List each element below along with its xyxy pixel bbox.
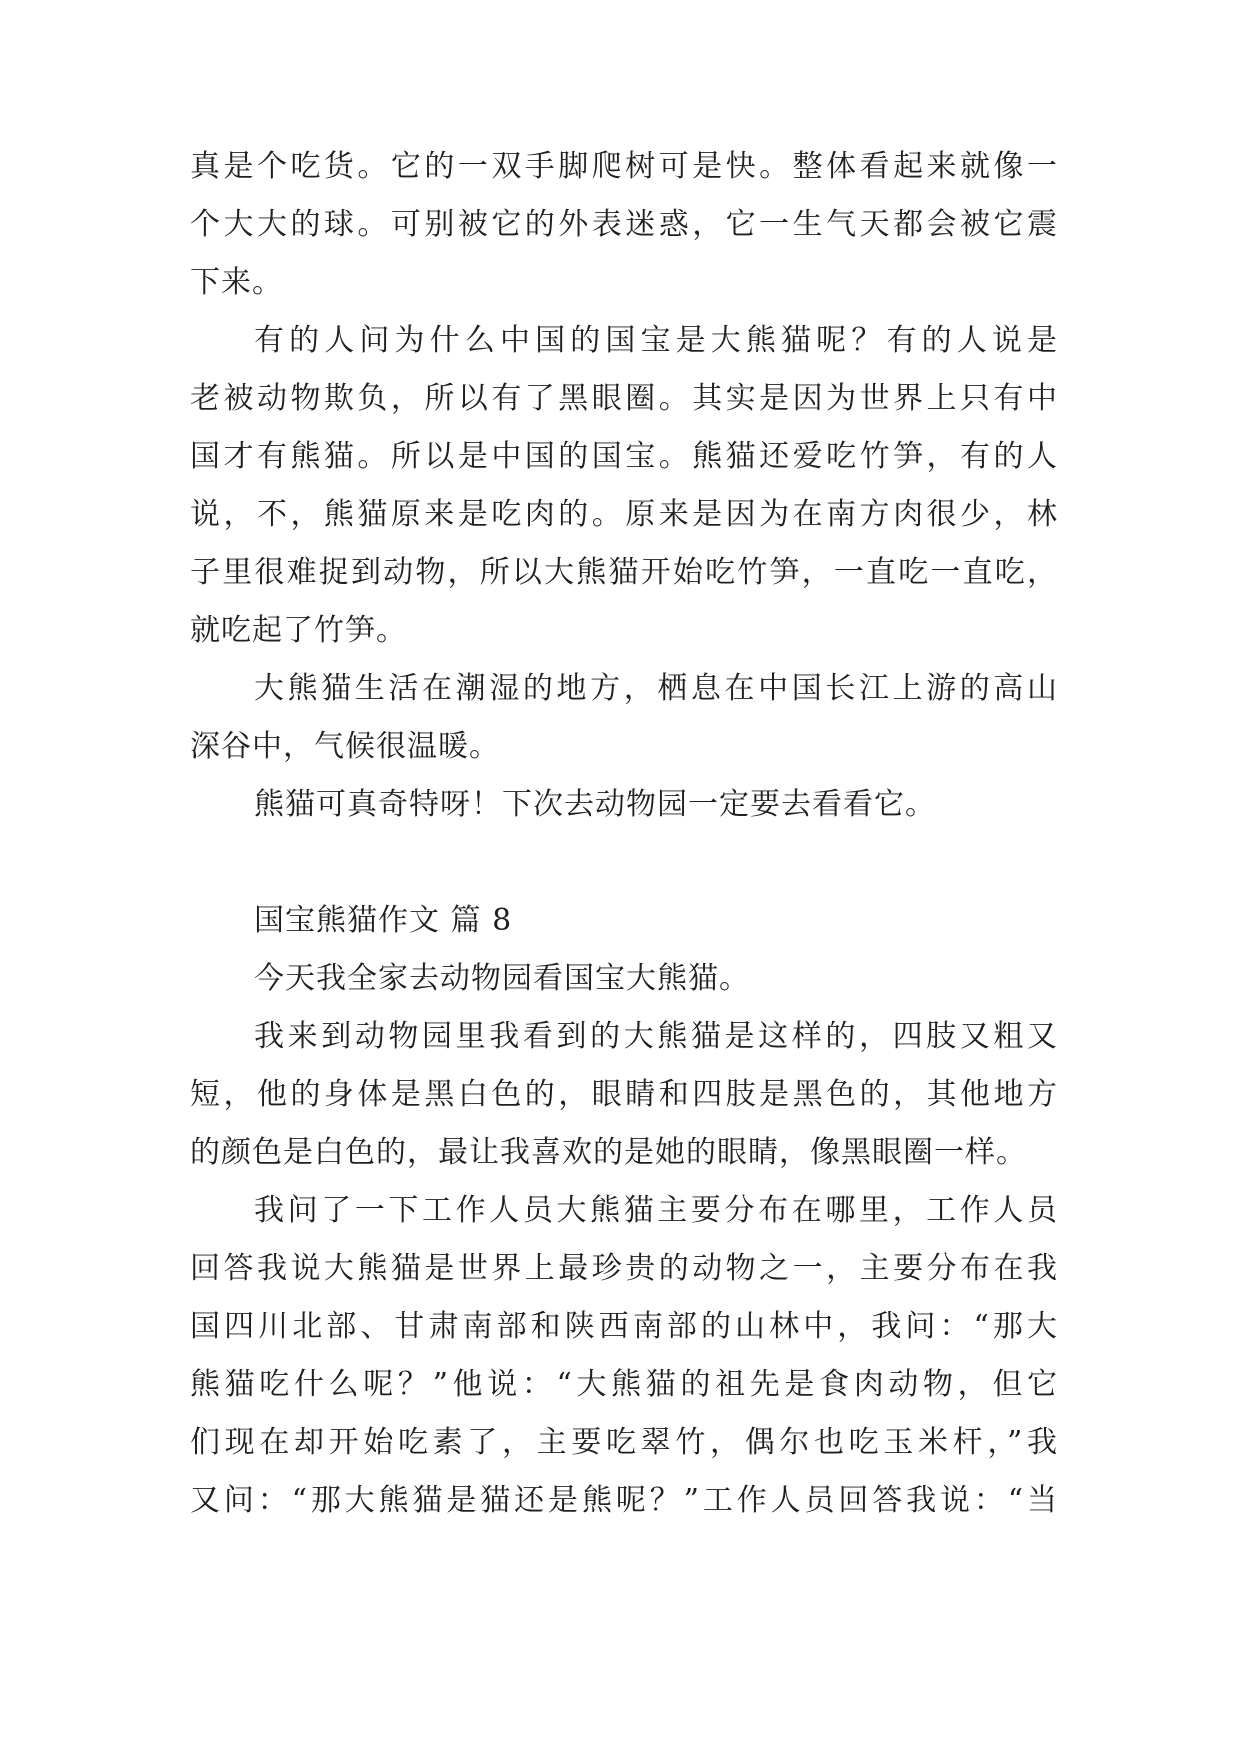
text-line: 们现在却开始吃素了，主要吃翠竹，偶尔也吃玉米杆，”我: [190, 1425, 1058, 1460]
text-line: 老被动物欺负，所以有了黑眼圈。其实是因为世界上只有中: [190, 381, 1058, 416]
text-line: 有的人问为什么中国的国宝是大熊猫呢？有的人说是: [254, 323, 1058, 358]
text-line: 国才有熊猫。所以是中国的国宝。熊猫还爱吃竹笋，有的人: [190, 439, 1058, 474]
text-line: 我来到动物园里我看到的大熊猫是这样的，四肢又粗又: [254, 1019, 1058, 1054]
text-line: 深谷中，气候很温暖。: [190, 729, 500, 764]
text-line: 熊猫吃什么呢？”他说：“大熊猫的祖先是食肉动物，但它: [190, 1367, 1058, 1402]
text-line: 国四川北部、甘肃南部和陕西南部的山林中，我问：“那大: [190, 1309, 1058, 1344]
text-line: 个大大的球。可别被它的外表迷惑，它一生气天都会被它震: [190, 207, 1058, 242]
text-line: 子里很难捉到动物，所以大熊猫开始吃竹笋，一直吃一直吃，: [190, 555, 1058, 590]
text-line: 我问了一下工作人员大熊猫主要分布在哪里，工作人员: [254, 1193, 1058, 1228]
text-line: 熊猫可真奇特呀！下次去动物园一定要去看看它。: [254, 787, 936, 822]
text-line: 就吃起了竹笋。: [190, 613, 407, 648]
text-line: 短，他的身体是黑白色的，眼睛和四肢是黑色的，其他地方: [190, 1077, 1058, 1112]
text-line: 的颜色是白色的，最让我喜欢的是她的眼睛，像黑眼圈一样。: [190, 1135, 1027, 1170]
text-line: 今天我全家去动物园看国宝大熊猫。: [254, 961, 750, 996]
text-line: 又问：“那大熊猫是猫还是熊呢？”工作人员回答我说：“当: [190, 1483, 1058, 1518]
text-line: 下来。: [190, 265, 283, 300]
section-heading: 国宝熊猫作文 篇 8: [254, 903, 513, 938]
text-line: 说，不，熊猫原来是吃肉的。原来是因为在南方肉很少，林: [190, 497, 1058, 532]
paragraph-gap: [190, 834, 1058, 892]
text-line: 真是个吃货。它的一双手脚爬树可是快。整体看起来就像一: [190, 149, 1058, 184]
text-line: 回答我说大熊猫是世界上最珍贵的动物之一，主要分布在我: [190, 1251, 1058, 1286]
text-line: 大熊猫生活在潮湿的地方，栖息在中国长江上游的高山: [254, 671, 1058, 706]
essay-text: [190, 138, 1058, 1530]
